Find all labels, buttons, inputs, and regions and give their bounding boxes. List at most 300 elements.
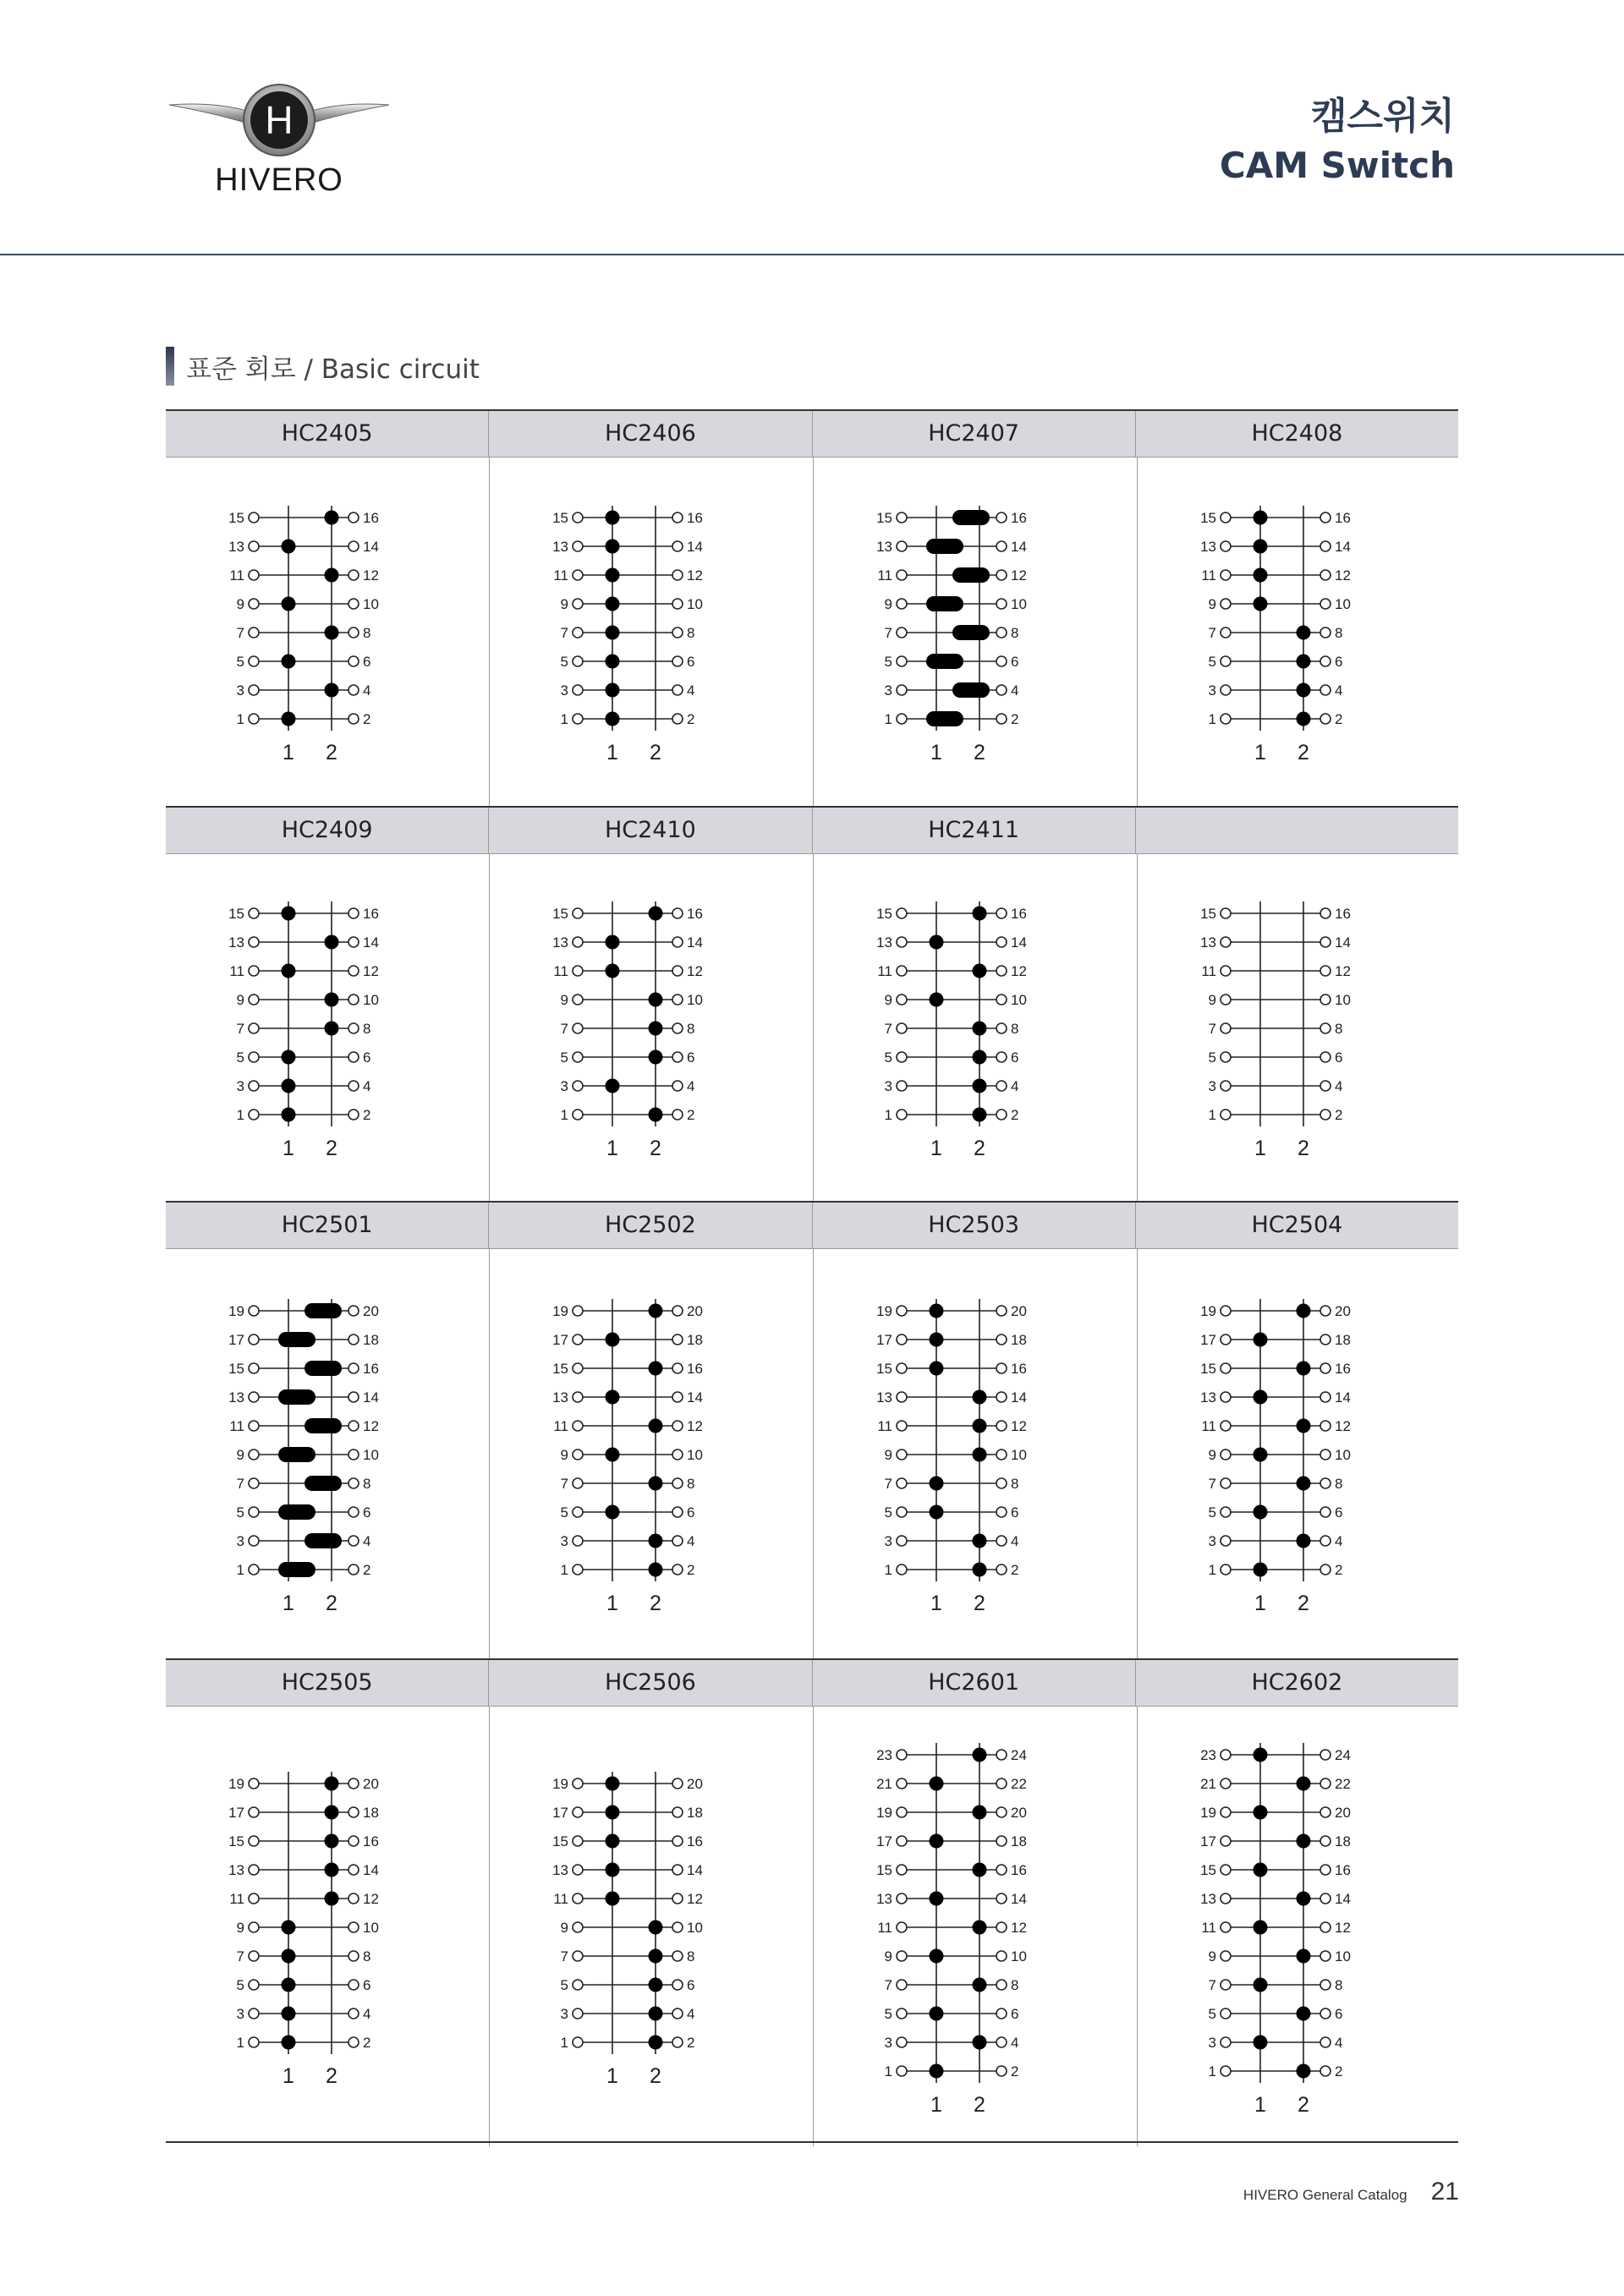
terminal-left-label: 19 — [1200, 1303, 1216, 1319]
contact-row — [561, 1021, 695, 1037]
terminal-right — [1320, 1778, 1330, 1789]
terminal-right-label: 12 — [687, 963, 703, 979]
model-label: HC2504 — [1251, 1212, 1343, 1238]
terminal-left-label: 3 — [560, 1078, 568, 1094]
terminal-right — [1320, 1478, 1330, 1488]
terminal-right-label: 2 — [363, 2035, 371, 2051]
terminal-right-label: 2 — [1335, 1562, 1343, 1578]
model-label — [1136, 808, 1458, 853]
model-label: HC2408 — [1251, 420, 1343, 447]
terminal-right-label: 6 — [363, 654, 371, 670]
page-number: 21 — [1430, 2178, 1459, 2206]
terminal-left — [573, 1306, 583, 1316]
terminal-left — [1221, 599, 1231, 609]
terminal-right-label: 12 — [363, 1891, 379, 1907]
terminal-right-label: 8 — [1335, 1021, 1343, 1037]
contact-bar — [952, 625, 990, 640]
terminal-left-label: 5 — [560, 1049, 568, 1066]
contact-row — [237, 682, 371, 699]
contact-row — [561, 1977, 695, 1993]
terminal-left-label: 13 — [228, 934, 244, 951]
contact-dot — [1297, 1949, 1311, 1964]
terminal-left-label: 11 — [877, 567, 892, 584]
section-marker — [166, 347, 174, 386]
model-label: HC2405 — [166, 411, 489, 457]
terminal-right-label: 20 — [363, 1303, 379, 1319]
terminal-left — [1221, 570, 1231, 580]
terminal-right — [348, 1421, 359, 1431]
contact-dot — [1297, 1892, 1311, 1906]
contact-dot — [1297, 1834, 1311, 1849]
terminal-left — [897, 966, 907, 976]
terminal-right-label: 16 — [363, 1833, 379, 1849]
contact-row — [885, 1562, 1019, 1578]
contact-row — [1200, 934, 1351, 951]
terminal-right-label: 14 — [363, 934, 379, 951]
terminal-left — [573, 1421, 583, 1431]
terminal-right — [996, 1110, 1007, 1120]
terminal-left-label: 7 — [236, 1021, 244, 1037]
terminal-right — [348, 627, 359, 638]
contact-row — [561, 1504, 695, 1521]
terminal-left-label: 3 — [1208, 1078, 1216, 1094]
position-label: 1 — [283, 1137, 294, 1160]
terminal-right — [348, 1363, 359, 1373]
terminal-left-label: 23 — [1200, 1747, 1216, 1763]
contact-dot — [649, 1978, 663, 1992]
terminal-left — [1221, 1922, 1231, 1932]
terminal-right-label: 4 — [1011, 682, 1019, 699]
terminal-left — [573, 1110, 583, 1120]
terminal-right — [996, 627, 1007, 638]
terminal-right — [672, 1807, 683, 1817]
terminal-left-label: 15 — [228, 1361, 244, 1377]
contact-dot — [973, 1108, 987, 1122]
terminal-right — [1320, 1334, 1330, 1345]
diagram-row-header — [166, 411, 1458, 458]
terminal-right-label: 6 — [1011, 1504, 1019, 1521]
terminal-right-label: 16 — [1011, 906, 1027, 922]
terminal-left-label: 3 — [560, 1533, 568, 1549]
terminal-right — [1320, 685, 1330, 695]
contact-row — [876, 1891, 1027, 1907]
contact-row — [229, 963, 379, 979]
terminal-right — [996, 1893, 1007, 1904]
terminal-right-label: 20 — [687, 1303, 703, 1319]
terminal-right — [348, 1023, 359, 1033]
terminal-right — [672, 937, 683, 947]
terminal-right — [996, 1334, 1007, 1345]
contact-row — [885, 1049, 1019, 1066]
terminal-left — [1221, 1778, 1231, 1789]
terminal-left — [249, 966, 259, 976]
terminal-right — [672, 1893, 683, 1904]
terminal-right-label: 6 — [1335, 1049, 1343, 1066]
terminal-left — [897, 1081, 907, 1091]
terminal-right-label: 2 — [1011, 1107, 1019, 1123]
terminal-left — [1221, 1564, 1231, 1575]
terminal-right — [672, 627, 683, 638]
terminal-right-label: 10 — [1335, 1948, 1351, 1964]
contact-row — [876, 1303, 1027, 1319]
terminal-left — [1221, 966, 1231, 976]
terminal-left-label: 7 — [560, 1476, 568, 1492]
contact-dot — [973, 1022, 987, 1036]
contact-row — [1200, 1332, 1351, 1348]
contact-dot — [606, 935, 620, 950]
terminal-right — [1320, 1836, 1330, 1846]
terminal-left — [1221, 1081, 1231, 1091]
terminal-left-label: 3 — [236, 1533, 244, 1549]
terminal-left — [573, 512, 583, 523]
terminal-left — [573, 1052, 583, 1062]
terminal-left-label: 13 — [876, 1389, 892, 1406]
terminal-left-label: 15 — [228, 510, 244, 526]
position-label: 2 — [326, 741, 337, 764]
terminal-left-label: 1 — [236, 2035, 244, 2051]
terminal-right-label: 6 — [363, 1977, 371, 1993]
contact-bar — [926, 711, 963, 726]
contact-row — [876, 1361, 1027, 1377]
contact-row — [885, 1533, 1019, 1549]
terminal-right-label: 8 — [687, 1021, 695, 1037]
position-label: 1 — [930, 2093, 942, 2117]
terminal-left — [897, 1865, 907, 1875]
terminal-left — [897, 1750, 907, 1760]
terminal-left — [1221, 1750, 1231, 1760]
contact-row — [237, 992, 379, 1008]
terminal-left — [1221, 908, 1231, 918]
terminal-left-label: 11 — [229, 567, 244, 584]
contact-dot — [649, 2036, 663, 2050]
terminal-right-label: 2 — [687, 1562, 695, 1578]
contact-row — [877, 963, 1027, 979]
position-label: 2 — [974, 1592, 985, 1615]
terminal-right — [348, 714, 359, 724]
terminal-left — [573, 1951, 583, 1961]
terminal-right — [672, 1951, 683, 1961]
terminal-right-label: 14 — [1335, 539, 1351, 555]
contact-row — [885, 654, 1019, 670]
terminal-right — [996, 995, 1007, 1005]
terminal-right — [348, 656, 359, 666]
terminal-right — [1320, 1750, 1330, 1760]
terminal-right — [348, 908, 359, 918]
terminal-left-label: 3 — [884, 682, 892, 699]
contact-row — [885, 1021, 1019, 1037]
terminal-left-label: 15 — [552, 906, 568, 922]
terminal-left-label: 3 — [884, 2035, 892, 2051]
contact-row — [228, 1776, 379, 1792]
terminal-right-label: 6 — [687, 1504, 695, 1521]
terminal-right — [1320, 1306, 1330, 1316]
terminal-right-label: 4 — [1011, 2035, 1019, 2051]
terminal-left — [573, 1081, 583, 1091]
contact-dot — [930, 935, 944, 950]
contact-row — [561, 1107, 695, 1123]
terminal-right-label: 4 — [363, 1078, 371, 1094]
terminal-right — [996, 2008, 1007, 2019]
position-label: 1 — [1254, 1592, 1266, 1615]
contact-bar — [304, 1361, 342, 1376]
terminal-right-label: 18 — [1335, 1332, 1351, 1348]
terminal-right-label: 24 — [1335, 1747, 1351, 1763]
contact-dot — [1297, 1534, 1311, 1548]
terminal-right — [672, 2008, 683, 2019]
terminal-right — [672, 1922, 683, 1932]
contact-dot — [1297, 712, 1311, 726]
terminal-left-label: 13 — [552, 539, 568, 555]
model-label: HC2502 — [489, 1203, 812, 1248]
terminal-left — [1221, 1052, 1231, 1062]
terminal-right-label: 16 — [687, 906, 703, 922]
contact-row — [237, 711, 371, 727]
terminal-left-label: 9 — [560, 1920, 568, 1936]
terminal-right — [348, 541, 359, 551]
contact-dot — [606, 1448, 620, 1462]
circuit-diagram — [166, 854, 490, 1201]
diagram-row — [166, 409, 1458, 806]
terminal-left-label: 17 — [876, 1332, 892, 1348]
terminal-right — [672, 1392, 683, 1402]
terminal-right — [348, 1081, 359, 1091]
contact-dot — [649, 1022, 663, 1036]
terminal-right — [1320, 656, 1330, 666]
terminal-right-label: 6 — [687, 654, 695, 670]
contact-dot — [1254, 568, 1268, 583]
terminal-right — [672, 1449, 683, 1460]
terminal-right-label: 6 — [1335, 1504, 1343, 1521]
terminal-left — [897, 1507, 907, 1517]
contact-row — [228, 539, 379, 555]
terminal-right — [996, 966, 1007, 976]
contact-dot — [930, 1834, 944, 1849]
contact-dot — [606, 1390, 620, 1405]
terminal-left — [249, 1052, 259, 1062]
contact-bar — [304, 1418, 342, 1433]
contact-row — [885, 1977, 1019, 1993]
contact-dot — [282, 1978, 296, 1992]
terminal-left-label: 7 — [884, 625, 892, 641]
terminal-right-label: 6 — [687, 1977, 695, 1993]
terminal-right — [1320, 512, 1330, 523]
title-korean: 캠스위치 — [1310, 95, 1455, 138]
terminal-left-label: 13 — [228, 539, 244, 555]
terminal-left — [249, 1110, 259, 1120]
terminal-left — [249, 1922, 259, 1932]
terminal-left-label: 5 — [884, 1049, 892, 1066]
terminal-left — [249, 1023, 259, 1033]
terminal-right — [348, 685, 359, 695]
model-label: HC2602 — [1251, 1669, 1343, 1696]
terminal-left — [897, 1807, 907, 1817]
contact-dot — [930, 2064, 944, 2079]
terminal-left-label: 9 — [1208, 1447, 1216, 1463]
contact-bar — [926, 539, 963, 554]
terminal-right-label: 18 — [363, 1332, 379, 1348]
terminal-left-label: 13 — [1200, 934, 1216, 951]
diagram-row-body — [166, 1707, 1458, 2146]
contact-row — [885, 1447, 1027, 1463]
terminal-right-label: 4 — [1335, 682, 1343, 699]
terminal-right — [672, 1564, 683, 1575]
terminal-left-label: 13 — [876, 1891, 892, 1907]
terminal-left-label: 5 — [560, 1977, 568, 1993]
contact-row — [1200, 539, 1351, 555]
terminal-left-label: 15 — [228, 906, 244, 922]
terminal-right-label: 10 — [1335, 596, 1351, 612]
position-label: 1 — [283, 2064, 294, 2088]
terminal-right — [996, 656, 1007, 666]
terminal-right — [348, 1836, 359, 1846]
terminal-right-label: 12 — [363, 963, 379, 979]
contact-dot — [930, 1949, 944, 1964]
terminal-right-label: 8 — [1335, 1476, 1343, 1492]
terminal-right-label: 4 — [1335, 1078, 1343, 1094]
contact-row — [885, 1476, 1019, 1492]
terminal-left — [573, 2008, 583, 2019]
position-label: 2 — [1298, 2093, 1309, 2117]
terminal-left-label: 7 — [236, 1948, 244, 1964]
model-label: HC2505 — [166, 1660, 489, 1706]
contact-dot — [325, 1834, 339, 1849]
contact-row — [877, 1418, 1027, 1434]
terminal-left — [1221, 541, 1231, 551]
contact-dot — [973, 1563, 987, 1577]
terminal-left — [1221, 1507, 1231, 1517]
terminal-left — [897, 937, 907, 947]
circuit-diagram-svg — [166, 1249, 489, 1658]
terminal-right-label: 14 — [1011, 1891, 1027, 1907]
terminal-left-label: 1 — [560, 1107, 568, 1123]
terminal-left — [897, 1922, 907, 1932]
terminal-right-label: 2 — [1335, 711, 1343, 727]
contact-row — [876, 1747, 1027, 1763]
terminal-right-label: 14 — [363, 539, 379, 555]
contact-dot — [973, 1050, 987, 1065]
position-label: 1 — [930, 741, 942, 764]
circuit-diagram — [166, 1707, 490, 2146]
terminal-left — [249, 1507, 259, 1517]
position-label: 2 — [1298, 1592, 1309, 1615]
terminal-left — [249, 1865, 259, 1875]
terminal-left — [573, 656, 583, 666]
terminal-left-label: 11 — [1201, 1418, 1216, 1434]
position-label: 1 — [930, 1137, 942, 1160]
circuit-diagram — [490, 1707, 814, 2146]
terminal-right — [672, 1865, 683, 1875]
terminal-right — [348, 1392, 359, 1402]
terminal-left-label: 13 — [552, 1389, 568, 1406]
circuit-diagram — [166, 1249, 490, 1658]
terminal-left-label: 9 — [560, 992, 568, 1008]
terminal-left-label: 9 — [1208, 992, 1216, 1008]
terminal-left-label: 11 — [1201, 567, 1216, 584]
position-label: 2 — [650, 1592, 661, 1615]
terminal-right-label: 8 — [363, 1021, 371, 1037]
model-label: HC2410 — [489, 808, 812, 853]
terminal-left — [897, 1363, 907, 1373]
terminal-right-label: 22 — [1335, 1776, 1351, 1792]
terminal-left — [249, 685, 259, 695]
terminal-right-label: 6 — [687, 1049, 695, 1066]
terminal-left-label: 13 — [876, 539, 892, 555]
contact-dot — [1254, 597, 1268, 611]
terminal-right — [1320, 1052, 1330, 1062]
terminal-right — [672, 599, 683, 609]
model-label: HC2407 — [813, 411, 1136, 457]
contact-row — [1209, 1107, 1343, 1123]
contact-row — [561, 1533, 695, 1549]
position-label: 1 — [1254, 741, 1266, 764]
terminal-left — [249, 1478, 259, 1488]
contact-dot — [649, 1362, 663, 1376]
terminal-right-label: 16 — [1335, 1862, 1351, 1878]
contact-dot — [1254, 540, 1268, 554]
terminal-right-label: 16 — [687, 510, 703, 526]
terminal-right — [672, 1478, 683, 1488]
terminal-left-label: 15 — [876, 1862, 892, 1878]
terminal-left-label: 7 — [1208, 1977, 1216, 1993]
terminal-left — [897, 1893, 907, 1904]
terminal-right-label: 12 — [363, 1418, 379, 1434]
contact-dot — [1254, 1390, 1268, 1405]
position-label: 2 — [974, 2093, 985, 2117]
terminal-right-label: 16 — [1335, 906, 1351, 922]
terminal-right — [996, 1750, 1007, 1760]
contact-dot — [606, 1333, 620, 1347]
terminal-left — [897, 2037, 907, 2047]
terminal-right-label: 10 — [1011, 596, 1027, 612]
terminal-left-label: 11 — [877, 1418, 892, 1434]
contact-dot — [930, 1362, 944, 1376]
terminal-right-label: 10 — [687, 1920, 703, 1936]
terminal-right — [1320, 570, 1330, 580]
terminal-right-label: 2 — [687, 711, 695, 727]
terminal-left-label: 11 — [553, 1418, 568, 1434]
terminal-left-label: 9 — [560, 1447, 568, 1463]
circuit-diagram-svg — [1138, 458, 1461, 806]
terminal-right-label: 10 — [363, 596, 379, 612]
terminal-left-label: 3 — [1208, 1533, 1216, 1549]
contact-bar — [278, 1447, 315, 1462]
contact-row — [561, 654, 695, 670]
terminal-right — [348, 1778, 359, 1789]
contact-dot — [1254, 1505, 1268, 1520]
contact-dot — [606, 683, 620, 698]
terminal-left — [573, 1449, 583, 1460]
terminal-left-label: 3 — [236, 682, 244, 699]
terminal-right-label: 20 — [1011, 1805, 1027, 1821]
terminal-right-label: 8 — [1335, 625, 1343, 641]
terminal-right-label: 12 — [687, 567, 703, 584]
terminal-right — [672, 656, 683, 666]
terminal-left-label: 15 — [228, 1833, 244, 1849]
terminal-right — [348, 1449, 359, 1460]
terminal-left-label: 1 — [1208, 1107, 1216, 1123]
terminal-right — [1320, 937, 1330, 947]
terminal-right-label: 2 — [1011, 1562, 1019, 1578]
terminal-left — [897, 2066, 907, 2076]
terminal-left — [897, 541, 907, 551]
terminal-right — [672, 995, 683, 1005]
contact-row — [885, 1504, 1019, 1521]
circuit-diagram-svg — [166, 854, 489, 1201]
contact-dot — [606, 655, 620, 669]
page-title — [1220, 93, 1455, 191]
contact-dot — [282, 540, 296, 554]
terminal-left-label: 17 — [552, 1332, 568, 1348]
